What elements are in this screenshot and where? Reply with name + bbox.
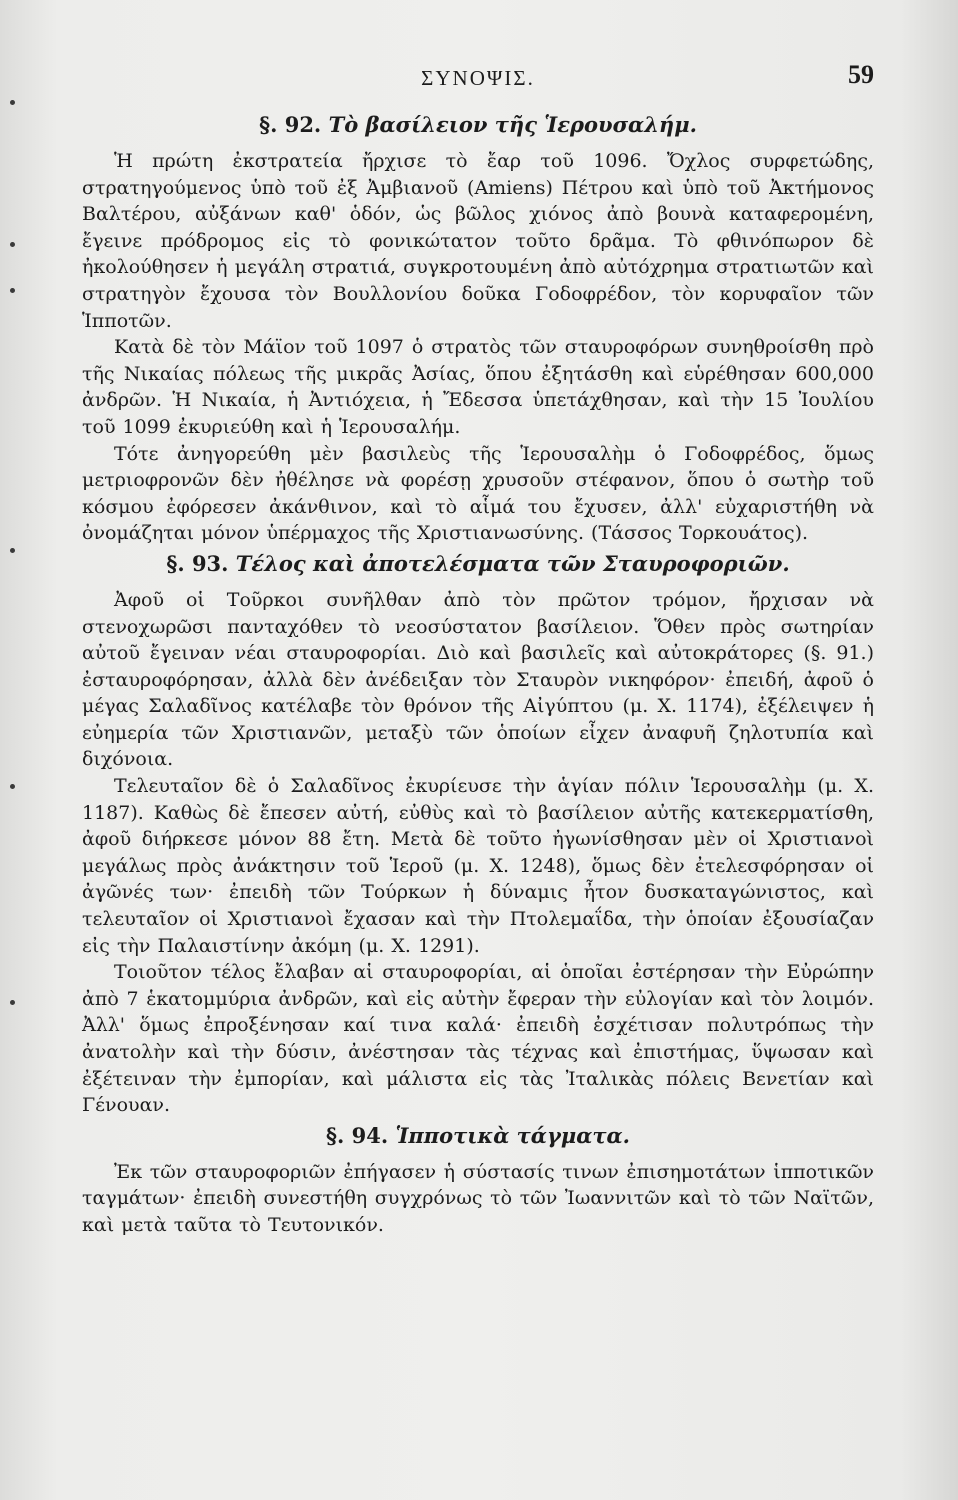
section-94: [82, 1119, 874, 1239]
section-93: [82, 547, 874, 1119]
section-title: Τέλος καὶ ἀποτελέσματα τῶν Σταυροφοριῶν.: [235, 550, 790, 576]
paragraph: Τοιοῦτον τέλος ἔλαβαν αἱ σταυροφορίαι, αἱ ὁποῖαι ἐστέρησαν τὴν Εὐρώπην ἀπὸ 7 ἑκατομμύρια ἀνδρῶν, καὶ εἰς αὐτὴν ἔφεραν τὴν εὐλογίαν καὶ τὸν λοιμόν. Ἀλλ' ὅμως ἐπροξένησαν καί τινα καλά· ἐπειδὴ ἐσχέτισαν πολυτρόπως τὴν ἀνατολὴν καὶ τὴν δύσιν, ἀνέστησαν τὰς τέχνας καὶ ἐπιστήμας, ὕψωσαν καὶ ἐξέτειναν τὴν ἐμπορίαν, καὶ μάλιστα εἰς τὰς Ἰταλικὰς πόλεις Βενετίαν καὶ Γένουαν.: [82, 961, 874, 1117]
margin-dot: [10, 548, 15, 553]
section-number: §. 94.: [326, 1122, 389, 1148]
margin-dot: [10, 288, 15, 293]
paragraph: Ἐκ τῶν σταυροφοριῶν ἐπήγασεν ἡ σύστασίς τινων ἐπισημοτάτων ἱπποτικῶν ταγμάτων· ἐπειδὴ συνεστήθη συγχρόνως τὸ τῶν Ἰωαννιτῶν καὶ τὸ τῶν Ναϊτῶν, καὶ μετὰ ταῦτα τὸ Τευτονικόν.: [82, 1160, 874, 1236]
section-title: Ἱπποτικὰ τάγματα.: [395, 1122, 630, 1148]
section-92: [82, 108, 874, 547]
paragraph: Τότε ἀνηγορεύθη μὲν βασιλεὺς τῆς Ἱερουσαλὴμ ὁ Γοδοφρέδος, ὅμως μετριοφρονῶν δὲν ἠθέλησε νὰ φορέσῃ χρυσοῦν στέφανον, ὅπου ὁ σωτὴρ τοῦ κόσμου ἐφόρεσεν ἀκάνθινον, καὶ τὸ αἷμά του ἔχυσεν, ἀλλ' εὐχαριστήθη νὰ ὀνομάζηται μόνον ὑπέρμαχος τῆς Χριστιανωσύνης. (Τάσσος Τορκουάτος).: [82, 442, 874, 545]
running-head: ΣΥΝΟΨΙΣ.: [421, 66, 535, 90]
margin-dot: [10, 784, 15, 789]
paragraph: Ἀφοῦ οἱ Τοῦρκοι συνῆλθαν ἀπὸ τὸν πρῶτον τρόμον, ἤρχισαν νὰ στενοχωρῶσι πανταχόθεν τὸ νεοσύστατον βασίλειον. Ὅθεν πρὸς σωτηρίαν αὐτοῦ ἔγειναν νέαι σταυροφορίαι. Διὸ καὶ βασιλεῖς καὶ αὐτοκράτορες (§. 91.) ἐσταυροφόρησαν, ἀλλὰ δὲν ἀνέδειξαν τὸν Σταυρὸν νικηφόρον· ἐπειδή, ἀφοῦ ὁ μέγας Σαλαδῖνος κατέλαβε τὸν θρόνον τῆς Αἰγύπτου (μ. Χ. 1174), ἐξέλειψεν ἡ εὐημερία τῶν Χριστιανῶν, μεταξὺ τῶν ὁποίων εἶχεν ἀναφυῆ ζηλοτυπία καὶ διχόνοια.: [82, 588, 874, 771]
section-heading: [82, 108, 874, 142]
margin-dot: [10, 1000, 15, 1005]
page-number: 59: [848, 60, 874, 89]
section-title: Τὸ βασίλειον τῆς Ἱερουσαλήμ.: [328, 112, 697, 137]
section-heading: [82, 547, 874, 581]
section-heading: [82, 1119, 874, 1153]
paragraph: Κατὰ δὲ τὸν Μάϊον τοῦ 1097 ὁ στρατὸς τῶν σταυροφόρων συνηθροίσθη πρὸ τῆς Νικαίας πόλεως τῆς μικρᾶς Ἀσίας, ὅπου ἐξητάσθη καὶ εὑρέθησαν 600,000 ἀνδρῶν. Ἡ Νικαία, ἡ Ἀντιόχεια, ἡ Ἔδεσσα ὑπετάχθησαν, καὶ τὴν 15 Ἰουλίου τοῦ 1099 ἐκυριεύθη καὶ ἡ Ἱερουσαλήμ.: [82, 336, 874, 438]
paragraph: Ἡ πρώτη ἐκστρατεία ἤρχισε τὸ ἔαρ τοῦ 1096. Ὄχλος συρφετώδης, στρατηγούμενος ὑπὸ τοῦ ἐξ Ἀμβιανοῦ (Amiens) Πέτρου καὶ ὑπὸ τοῦ Ἀκτήμονος Βαλτέρου, αὐξάνων καθ' ὁδόν, ὡς βῶλος χιόνος ἀπὸ βουνὰ καταφερομένη, ἔγεινε πρόδρομος εἰς τὸ φονικώτατον τοῦτο δρᾶμα. Τὸ φθινόπωρον δὲ ἠκολούθησεν ἡ μεγάλη στρατιά, συγκροτουμένη ἀπὸ αὐτόχρημα στρατιωτῶν καὶ στρατηγὸν ἔχουσα τὸν Βουλλονίου δοῦκα Γοδοφρέδον, τὸν κορυφαῖον τῶν Ἱπποτῶν.: [82, 150, 874, 332]
margin-dot: [10, 100, 15, 105]
section-number: §. 92.: [259, 112, 322, 137]
margin-dot: [10, 242, 15, 247]
section-number: §. 93.: [166, 550, 229, 576]
paragraph: Τελευταῖον δὲ ὁ Σαλαδῖνος ἐκυρίευσε τὴν ἁγίαν πόλιν Ἱερουσαλὴμ (μ. Χ. 1187). Καθὼς δὲ ἔπεσεν αὐτή, εὐθὺς καὶ τὸ βασίλειον αὐτῆς κατεκερματίσθη, ἀφοῦ διήρκεσε μόνον 88 ἔτη. Μετὰ δὲ τοῦτο ἠγωνίσθησαν μὲν οἱ Χριστιανοὶ μεγάλως πρὸς ἀνάκτησιν τοῦ Ἱεροῦ (μ. Χ. 1248), ὅμως δὲν ἐτελεσφόρησαν οἱ ἀγῶνές των· ἐπειδὴ τῶν Τούρκων ἡ δύναμις ἦτον δυσκαταγώνιστος, καὶ τελευταῖον οἱ Χριστιανοὶ ἔχασαν καὶ τὴν Πτολεμαΐδα, τὴν ὁποίαν ἐξουσίαζαν εἰς τὴν Παλαιστίνην ἀκόμη (μ. Χ. 1291).: [82, 775, 874, 957]
page-header: [82, 56, 874, 108]
